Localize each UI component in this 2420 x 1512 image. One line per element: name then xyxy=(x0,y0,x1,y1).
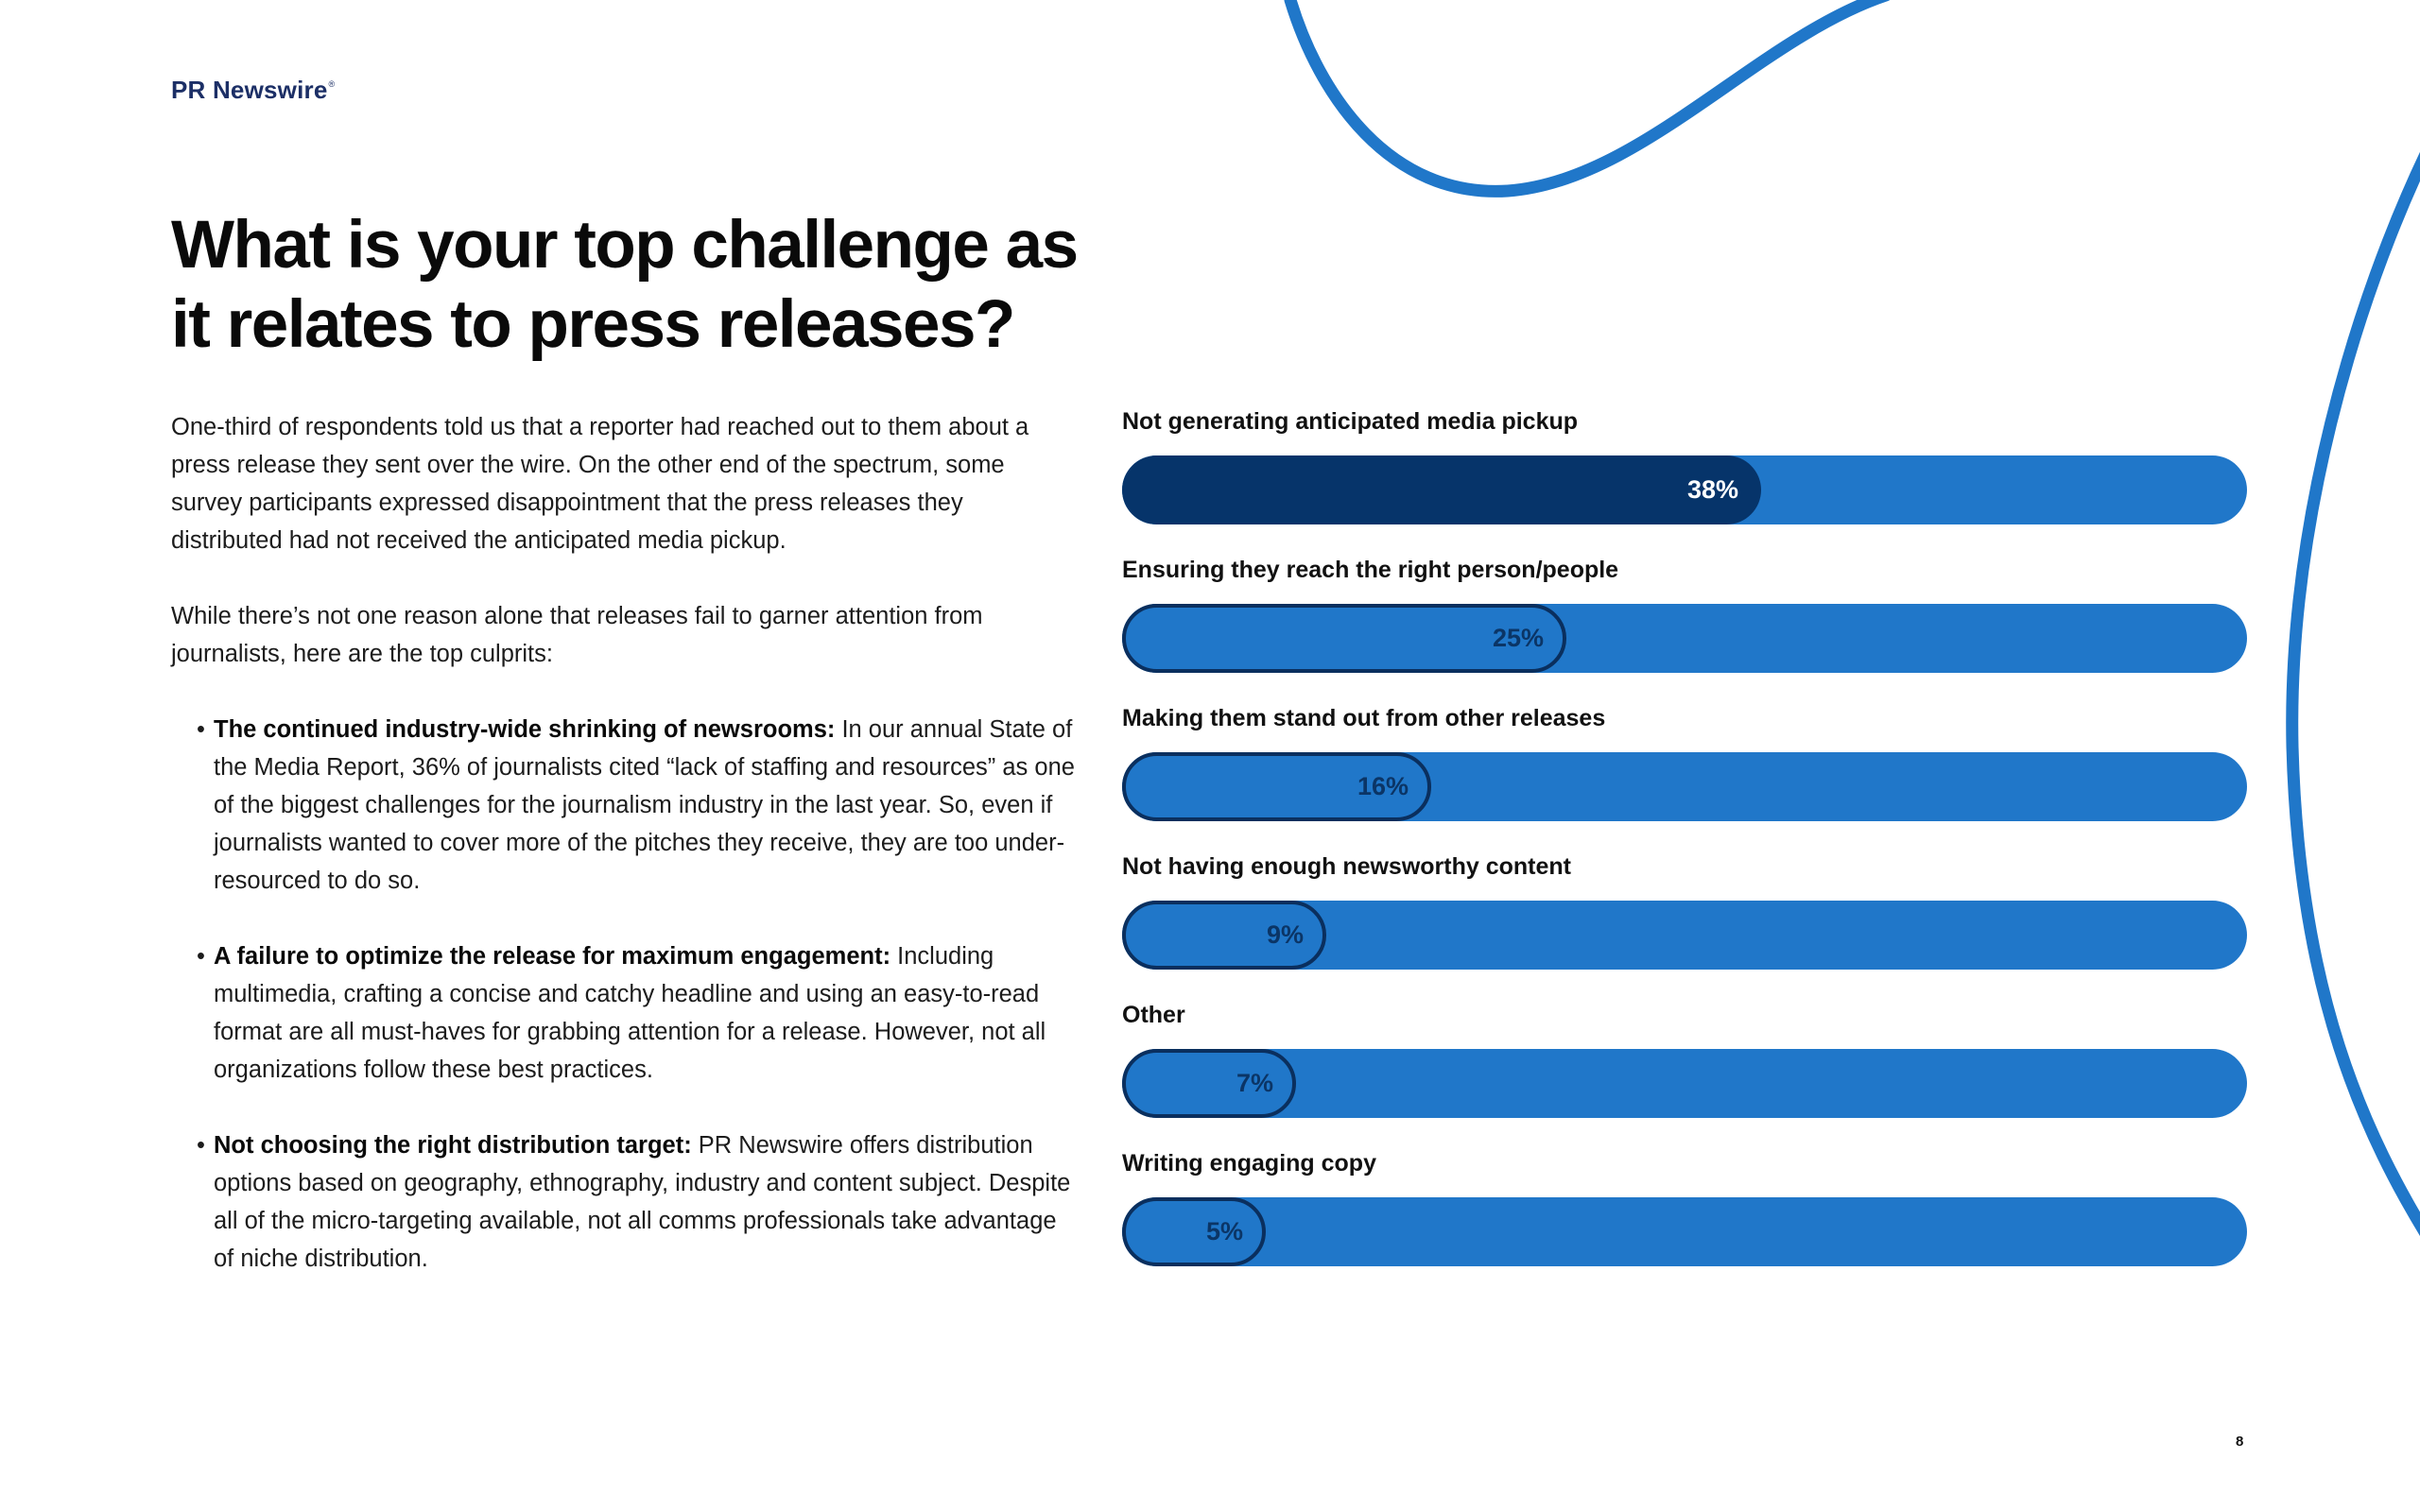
intro-paragraph-1: One-third of respondents told us that a reporter had reached out to them about a press release they sent over the wire. On the other end of the spectrum, some survey participants expressed disappointment that the press releases they distributed had not received the anticipated media pickup. xyxy=(171,414,1029,554)
bar-track xyxy=(1122,752,2247,821)
bar-value-label: 38% xyxy=(1686,475,1738,504)
bar-label: Other xyxy=(1122,1002,1185,1028)
body-copy xyxy=(171,408,1079,1315)
bar-track xyxy=(1122,1197,2247,1266)
culprit-list xyxy=(171,711,1079,1278)
bar-label: Not having enough newsworthy content xyxy=(1122,853,1571,880)
culprit-text: Including multimedia, crafting a concise and catchy headline and using an easy-to-read format are all must-haves for grabbing attention for a release. However, not all organizations follow these best practices. xyxy=(214,943,1046,1083)
page-number: 8 xyxy=(2236,1434,2244,1450)
list-item xyxy=(214,937,1079,1089)
intro-paragraph-2: While there’s not one reason alone that releases fail to garner attention from journalists, here are the top culprits: xyxy=(171,603,983,667)
bar-label: Writing engaging copy xyxy=(1122,1150,1376,1177)
culprit-text: PR Newswire offers distribution options based on geography, ethnography, industry and content subject. Despite all of the micro-targeting available, not all comms professionals take advantage of niche distribution. xyxy=(214,1132,1071,1272)
bar-label: Making them stand out from other releases xyxy=(1122,705,1606,731)
challenge-bar-chart xyxy=(1122,408,2247,1287)
culprit-text: In our annual State of the Media Report, 36% of journalists cited “lack of staffing and resources” as one of the biggest challenges for the journalism industry in the last year. So, even if journalists wanted to cover more of the pitches they receive, they are too under-resourced to do so. xyxy=(214,716,1075,894)
bar-value-label: 16% xyxy=(1357,772,1409,800)
title-line-1: What is your top challenge as xyxy=(171,208,1078,283)
bar-value-label: 25% xyxy=(1492,624,1544,652)
bar-track xyxy=(1122,604,2247,673)
brand-name: PR Newswire xyxy=(171,76,328,104)
bar-label: Not generating anticipated media pickup xyxy=(1122,408,1579,435)
bar-track xyxy=(1122,901,2247,970)
bar-fill xyxy=(1122,1197,1266,1266)
bar-label: Ensuring they reach the right person/people xyxy=(1122,557,1619,583)
bar-value-label: 7% xyxy=(1236,1069,1273,1097)
list-item xyxy=(214,1126,1079,1278)
culprit-title: A failure to optimize the release for maximum engagement: xyxy=(214,943,891,970)
list-item xyxy=(214,711,1079,900)
culprit-title: Not choosing the right distribution target: xyxy=(214,1132,692,1159)
bar-fill xyxy=(1122,455,1761,524)
bar-value-label: 9% xyxy=(1266,920,1304,949)
title-line-2: it relates to press releases? xyxy=(171,287,1014,362)
culprit-title: The continued industry-wide shrinking of newsrooms: xyxy=(214,716,836,743)
bar-value-label: 5% xyxy=(1205,1217,1243,1246)
page-title xyxy=(171,206,1098,365)
bar-track xyxy=(1122,1049,2247,1118)
pr-newswire-logo xyxy=(171,76,334,105)
bar-track xyxy=(1122,455,2247,524)
registered-mark: ® xyxy=(328,79,336,89)
